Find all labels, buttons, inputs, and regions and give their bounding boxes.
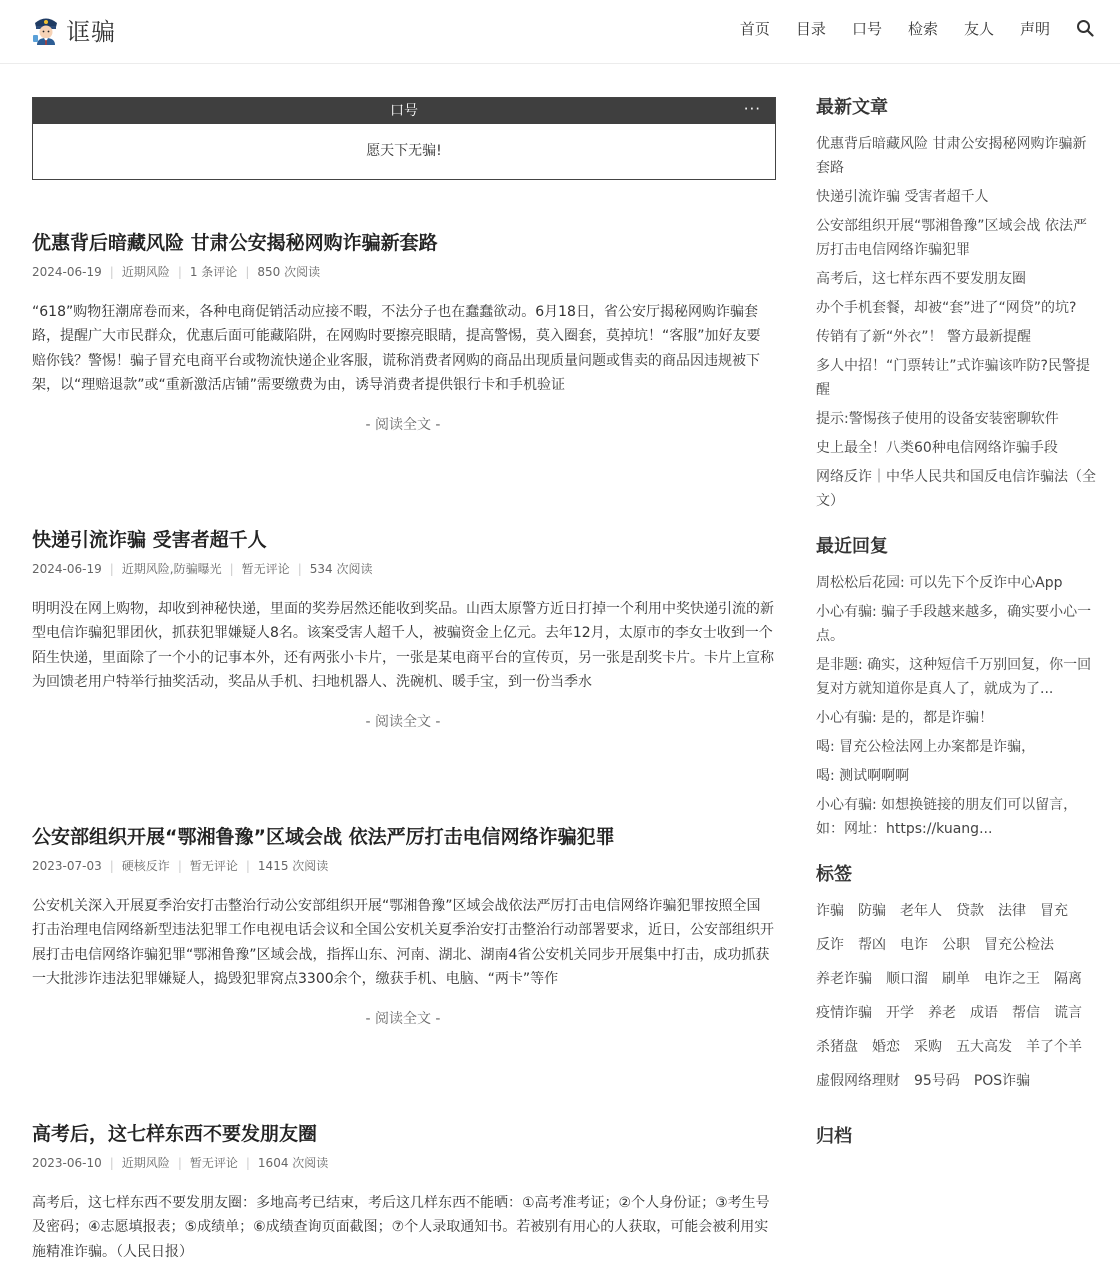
post-excerpt: 公安机关深入开展夏季治安打击整治行动公安部组织开展“鄂湘鲁豫”区域会战依法严厉打击电信网络诈骗犯罪按照全国打击治理电信网络新型违法犯罪工作电视电话会议和全国公安机关夏季治安打击整治行动部署要求，近日，公安部组织开展打击电信网络诈骗犯罪“鄂湘鲁豫”区域会战，指挥山东、河南、湖北、湖南4省公安机关同步开展集中打击，成功抓获一大批涉诈违法犯罪嫌疑人，捣毁犯罪窝点3300余个，缴获手机、电脑、“两卡”等作 [32,898,774,988]
comment-author: 喝 [816,768,830,784]
meta-divider: | [109,265,114,279]
tag-link[interactable]: 冒充公检法 [984,937,1054,953]
recent-posts-title: 最新文章 [816,97,888,118]
recent-post-link[interactable]: 传销有了新“外衣”！ 警方最新提醒 [816,329,1031,345]
search-icon[interactable] [1076,19,1094,37]
comment-author: 小心有骗 [816,604,872,620]
recent-comments-list [816,571,1096,841]
post-meta [32,561,774,577]
post-meta [32,264,774,280]
post-title-link[interactable]: 快递引流诈骗 受害者超千人 [32,529,267,551]
post-category-link[interactable]: 近期风险 [121,265,170,279]
post-date: 2023-07-03 [32,859,102,873]
tag-link[interactable]: 隔离 [1054,971,1082,987]
post-category-link[interactable]: 近期风险 [121,1156,170,1170]
comment-author: 喝 [816,739,830,755]
recent-post-link[interactable]: 多人中招！“门票转让”式诈骗该咋防?民警提醒 [816,358,1090,398]
post-views: 1604 次阅读 [257,1156,329,1170]
comment-link[interactable]: 如想换链接的朋友们可以留言，如：网址：https://kuang... [816,797,1078,837]
tag-link[interactable]: 养老 [928,1005,956,1021]
nav-catalog[interactable]: 目录 [795,19,826,38]
comment-author: 小心有骗 [816,710,872,726]
recent-comment: 喝: 冒充公检法网上办案都是诈骗， [816,739,1036,755]
tag-link[interactable]: 羊了个羊 [1026,1039,1082,1055]
recent-comment: 喝: 测试啊啊啊 [816,768,910,784]
post-date: 2023-06-10 [32,1156,102,1170]
post-item [32,1121,774,1264]
meta-divider: | [177,265,182,279]
post-category-link[interactable]: 近期风险,防骗曝光 [121,562,222,576]
main-nav [740,0,1120,56]
recent-posts-widget [816,96,1096,513]
meta-divider: | [245,265,250,279]
tag-link[interactable]: 谎言 [1054,1005,1082,1021]
recent-posts-list [816,132,1096,513]
nav-friends[interactable]: 友人 [963,19,994,38]
post-date: 2024-06-19 [32,265,102,279]
post-comments-link[interactable]: 1 条评论 [189,265,238,279]
main-content [32,97,774,1260]
meta-divider: | [245,1156,250,1170]
comment-link[interactable]: 确实，这种短信千万别回复，你一回复对方就知道你是真人了，就成为了... [816,657,1092,697]
slogan-header [33,98,775,124]
post-excerpt: 高考后，这七样东西不要发朋友圈：多地高考已结束，考后这几样东西不能晒：①高考准考证；②个人身份证；③考生号及密码；④志愿填报表；⑤成绩单；⑥成绩查询页面截图；⑦个人录取通知书。若被别有用心的人获取，可能会被利用实施精准诈骗。（人民日报） [32,1195,770,1260]
post-category-link[interactable]: 硬核反诈 [121,859,170,873]
recent-post-link[interactable]: 高考后，这七样东西不要发朋友圈 [816,271,1026,287]
post-title-link[interactable]: 优惠背后暗藏风险 甘肃公安揭秘网购诈骗新套路 [32,232,438,254]
recent-comment: 是非题: 确实，这种短信千万别回复，你一回复对方就知道你是真人了，就成为了... [816,657,1092,697]
tag-link[interactable]: 反诈 [816,937,844,953]
post-excerpt: 明明没在网上购物，却收到神秘快递，里面的奖券居然还能收到奖品。山西太原警方近日打掉一个利用中奖快递引流的新型电信诈骗犯罪团伙，抓获犯罪嫌疑人8名。该案受害人超千人，被骗资金上亿元。去年12月，太原市的李女士收到一个陌生快递，里面除了一个小的记事本外，还有两张小卡片，一张是某电商平台的宣传页，另一张是刮奖卡片。卡片上宣称为回馈老用户特举行抽奖活动，奖品从手机、扫地机器人、洗碗机、暖手宝，到一份当季水 [32,601,774,691]
post-excerpt: “618”购物狂潮席卷而来，各种电商促销活动应接不暇，不法分子也在蠢蠢欲动。6月18日，省公安厅揭秘网购诈骗套路，提醒广大市民群众，优惠后面可能藏陷阱，在网购时要擦亮眼睛，提高警惕，莫入圈套，莫掉坑！“客服”加好友要赔你钱？警惕！骗子冒充电商平台或物流快递企业客服，谎称消费者网购的商品出现质量问题或售卖的商品因违规被下架，以“理赔退款”或“重新激活店铺”需要缴费为由，诱导消费者提供银行卡和手机验证 [32,304,761,394]
comment-link[interactable]: 是的，都是诈骗！ [881,710,994,726]
comment-link[interactable]: 骗子手段越来越多，确实要小心一点。 [816,604,1092,644]
tag-link[interactable]: 帮信 [1012,1005,1040,1021]
post-item [32,824,774,1028]
recent-comment: 周松松后花园: 可以先下个反诈中心App [816,575,1063,591]
post-views: 850 次阅读 [257,265,321,279]
tag-link[interactable]: 老年人 [900,903,942,919]
recent-post-link[interactable]: 史上最全！八类60种电信网络诈骗手段 [816,440,1058,456]
archive-widget [816,1125,1096,1149]
meta-divider: | [245,859,250,873]
meta-divider: | [229,562,234,576]
post-meta [32,1155,774,1171]
tag-link[interactable]: 开学 [886,1005,914,1021]
tag-link[interactable]: 电诈之王 [984,971,1040,987]
site-header [0,0,1120,64]
tag-link[interactable]: POS诈骗 [973,1073,1031,1089]
post-comments-link[interactable]: 暂无评论 [189,859,238,873]
tag-link[interactable]: 杀猪盘 [816,1039,858,1055]
comment-author: 周松松后花园 [816,575,900,591]
recent-comment: 小心有骗: 是的，都是诈骗！ [816,710,994,726]
tag-link[interactable]: 虚假网络理财 [816,1073,900,1089]
recent-post-link[interactable]: 办个手机套餐，却被“套”进了“网贷”的坑? [816,300,1077,316]
meta-divider: | [109,859,114,873]
post-views: 534 次阅读 [309,562,373,576]
meta-divider: | [177,1156,182,1170]
post-date: 2024-06-19 [32,562,102,576]
post-views: 1415 次阅读 [257,859,329,873]
tags-title: 标签 [816,864,852,885]
tags-widget [816,863,1096,1103]
tag-link[interactable]: 婚恋 [872,1039,900,1055]
post-comments-link[interactable]: 暂无评论 [189,1156,238,1170]
tag-link[interactable]: 帮凶 [858,937,886,953]
post-item [32,527,774,731]
recent-post-link[interactable]: 优惠背后暗藏风险 甘肃公安揭秘网购诈骗新套路 [816,136,1087,176]
tag-link[interactable]: 95号码 [914,1073,960,1089]
tag-link[interactable]: 顺口溜 [886,971,928,987]
comment-link[interactable]: 测试啊啊啊 [839,768,910,784]
comment-author: 是非题 [816,657,858,673]
nav-statement[interactable]: 声明 [1019,19,1050,38]
site-name: 诓骗 [66,18,116,46]
post-meta [32,858,774,874]
recent-comment: 小心有骗: 骗子手段越来越多，确实要小心一点。 [816,604,1092,644]
read-more-link[interactable]: - 阅读全文 - [365,713,441,730]
meta-divider: | [109,1156,114,1170]
meta-divider: | [177,859,182,873]
tag-link[interactable]: 五大高发 [956,1039,1012,1055]
post-title-link[interactable]: 公安部组织开展“鄂湘鲁豫”区域会战 依法严厉打击电信网络诈骗犯罪 [32,826,615,848]
sidebar [816,96,1096,1161]
tag-link[interactable]: 采购 [914,1039,942,1055]
slogan-widget [32,97,776,180]
more-icon[interactable]: ··· [743,100,761,118]
comment-link[interactable]: 可以先下个反诈中心App [909,575,1063,591]
site-logo-link[interactable] [32,12,116,47]
recent-comments-widget [816,535,1096,841]
recent-comment: 小心有骗: 如想换链接的朋友们可以留言，如：网址：https://kuang... [816,797,1078,837]
nav-slogan[interactable]: 口号 [851,19,882,38]
tag-cloud [816,899,1096,1103]
slogan-title: 口号 [390,103,418,119]
tag-link[interactable]: 成语 [970,1005,998,1021]
tag-link[interactable]: 贷款 [956,903,984,919]
comment-link[interactable]: 冒充公检法网上办案都是诈骗， [839,739,1036,755]
nav-search[interactable]: 检索 [907,19,938,38]
recent-comments-title: 最近回复 [816,536,888,557]
recent-post-link[interactable]: 公安部组织开展“鄂湘鲁豫”区域会战 依法严厉打击电信网络诈骗犯罪 [816,218,1087,258]
tag-link[interactable]: 电诈 [900,937,928,953]
post-title-link[interactable]: 高考后，这七样东西不要发朋友圈 [32,1123,318,1145]
slogan-text: 愿天下无骗! [366,143,442,159]
read-more-link[interactable]: - 阅读全文 - [365,416,441,433]
meta-divider: | [109,562,114,576]
comment-author: 小心有骗 [816,797,872,813]
recent-post-link[interactable]: 网络反诈｜中华人民共和国反电信诈骗法（全文） [816,469,1096,509]
tag-link[interactable]: 诈骗 [816,903,844,919]
tag-link[interactable]: 法律 [998,903,1026,919]
tag-link[interactable]: 公职 [942,937,970,953]
recent-post-link[interactable]: 快递引流诈骗 受害者超千人 [816,189,989,205]
archive-title: 归档 [816,1126,852,1147]
nav-home[interactable]: 首页 [739,19,770,38]
post-comments-link[interactable]: 暂无评论 [241,562,290,576]
tag-link[interactable]: 冒充 [1040,903,1068,919]
meta-divider: | [297,562,302,576]
recent-post-link[interactable]: 提示:警惕孩子使用的设备安装密聊软件 [816,411,1059,427]
tag-link[interactable]: 疫情诈骗 [816,1005,872,1021]
tag-link[interactable]: 养老诈骗 [816,971,872,987]
post-item [32,230,774,434]
read-more-link[interactable]: - 阅读全文 - [365,1010,441,1027]
tag-link[interactable]: 刷单 [942,971,970,987]
police-avatar-icon [32,15,60,45]
tag-link[interactable]: 防骗 [858,903,886,919]
